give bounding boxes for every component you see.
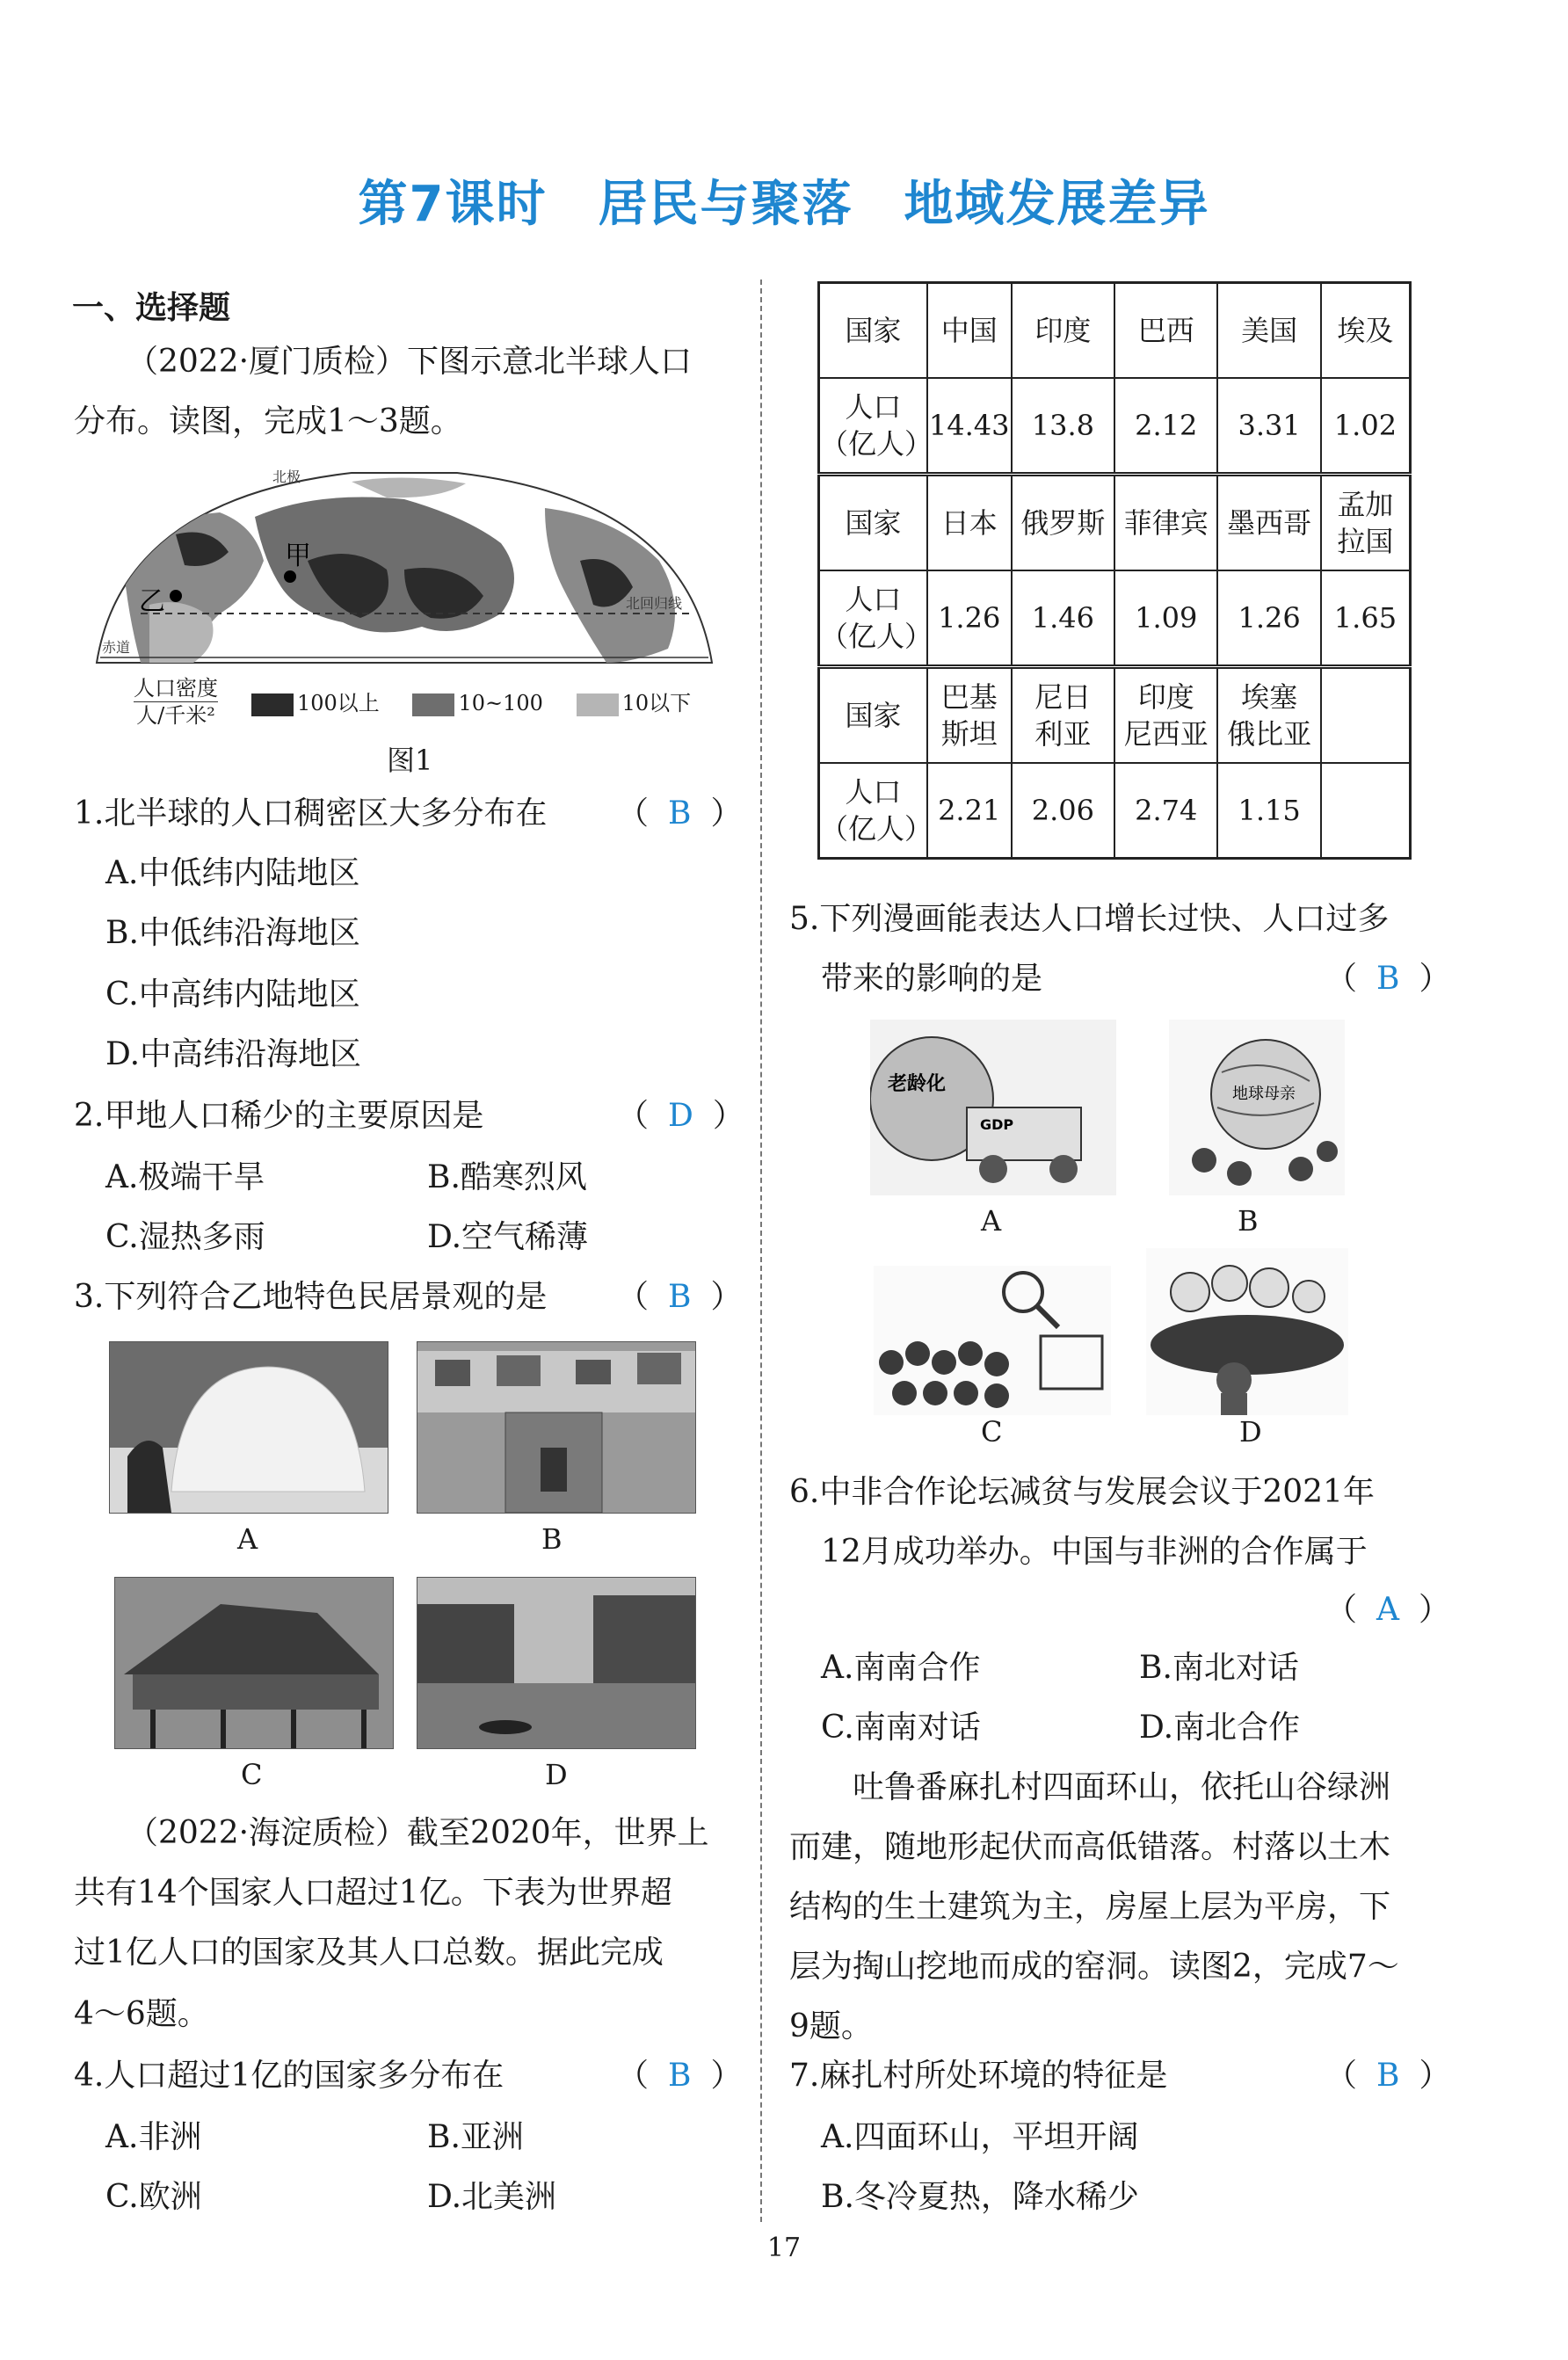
table-cell-empty xyxy=(1321,763,1411,859)
intro1-line2: 分布。读图，完成1～3题。 xyxy=(74,403,462,439)
table-cell: 1.26 xyxy=(927,570,1012,667)
cartoon-aging xyxy=(870,1020,1116,1195)
q6-answer: A xyxy=(1376,1592,1400,1628)
table-cell: 2.06 xyxy=(1012,763,1114,859)
cartoon-a-label1: 老龄化 xyxy=(888,1073,947,1095)
q6-answer-paren: （ A ） xyxy=(1325,1592,1451,1628)
table-header-country: 国家 xyxy=(819,667,927,764)
intro2-line3: 过1亿人口的国家及其人口总数。据此完成 xyxy=(74,1935,664,1971)
table-cell xyxy=(1321,475,1411,571)
pop-header-line1: 人口 xyxy=(845,390,902,424)
q7-option-a: A.四面环山，平坦开阔 xyxy=(821,2119,1139,2155)
q4-answer: B xyxy=(668,2058,692,2094)
legend-swatch-mid xyxy=(412,693,454,716)
cell-line: 尼西亚 xyxy=(1123,717,1209,751)
table-header-country: 国家 xyxy=(819,475,927,571)
cartoon-label-c: C xyxy=(981,1415,1003,1449)
table-cell: 菲律宾 xyxy=(1114,475,1217,571)
q5-answer-paren: （ B ） xyxy=(1325,961,1451,997)
cartoon-label-b: B xyxy=(1238,1204,1259,1238)
cell-line: 利亚 xyxy=(1034,717,1092,751)
cartoon-b-label: 地球母亲 xyxy=(1232,1085,1296,1103)
q3-stem: 3.下列符合乙地特色民居景观的是 xyxy=(74,1279,548,1315)
q4-option-a: A.非洲 xyxy=(105,2119,202,2155)
cell-line: 尼日 xyxy=(1034,680,1092,714)
q1-option-c: C.中高纬内陆地区 xyxy=(105,977,360,1013)
table-cell: 日本 xyxy=(927,475,1012,571)
q5-stem-line2: 带来的影响的是 xyxy=(821,961,1043,997)
q3-answer-paren: （ B ） xyxy=(617,1279,743,1315)
photo-water-town xyxy=(417,1577,696,1749)
intro1-line1: （2022·厦门质检）下图示意北半球人口 xyxy=(127,344,693,380)
photo-stone-houses xyxy=(417,1341,696,1514)
table-cell: 中国 xyxy=(927,283,1012,379)
q3-answer: B xyxy=(668,1279,692,1315)
q6-option-c: C.南南对话 xyxy=(821,1710,981,1746)
cartoon-a-label2: GDP xyxy=(980,1116,1014,1133)
photo-label-a: A xyxy=(237,1522,258,1556)
table-cell-empty xyxy=(1321,667,1411,764)
cell-line: 埃塞 xyxy=(1241,680,1298,714)
q2-option-a: A.极端干旱 xyxy=(105,1159,265,1195)
table-cell: 1.46 xyxy=(1012,570,1114,667)
q2-answer-paren: （ D ） xyxy=(617,1098,744,1134)
q7-answer: B xyxy=(1376,2058,1400,2094)
intro2-line4: 4～6题。 xyxy=(74,1996,209,2032)
map-label-yi: 乙 xyxy=(139,586,165,617)
pop-header-line2: （亿人） xyxy=(820,812,933,846)
q5-answer: B xyxy=(1376,961,1400,997)
q1-option-d: D.中高纬沿海地区 xyxy=(105,1036,362,1072)
page-title: 第7课时 居民与聚落 地域发展差异 xyxy=(358,176,1210,233)
cell-line: 巴基 xyxy=(940,680,998,714)
q6-option-b: B.南北对话 xyxy=(1139,1650,1299,1686)
q6-option-a: A.南南合作 xyxy=(821,1650,981,1686)
cartoon-label-d: D xyxy=(1239,1415,1262,1449)
table-cell: 1.15 xyxy=(1217,763,1320,859)
table-header-pop xyxy=(819,570,933,667)
table-cell: 14.43 xyxy=(927,378,1012,475)
pop-header-line1: 人口 xyxy=(845,775,902,809)
table-cell xyxy=(927,667,1012,764)
q6-stem-line2: 12月成功举办。中国与非洲的合作属于 xyxy=(821,1534,1368,1570)
table-cell: 1.26 xyxy=(1217,570,1320,667)
table-cell xyxy=(1012,667,1114,764)
legend-label-low: 10以下 xyxy=(621,691,692,715)
table-cell: 埃及 xyxy=(1321,283,1411,379)
table-cell: 3.31 xyxy=(1217,378,1320,475)
q4-answer-paren: （ B ） xyxy=(617,2058,743,2094)
table-cell: 13.8 xyxy=(1012,378,1114,475)
legend-swatch-high xyxy=(251,693,294,716)
cartoon-label-a: A xyxy=(981,1204,1002,1238)
q1-option-a: A.中低纬内陆地区 xyxy=(105,855,360,891)
population-table xyxy=(817,281,1412,860)
cartoon-crowd xyxy=(874,1266,1111,1415)
q2-stem: 2.甲地人口稀少的主要原因是 xyxy=(74,1098,484,1134)
pop-header-line2: （亿人） xyxy=(820,620,933,653)
table-cell: 印度 xyxy=(1012,283,1114,379)
intro3-line5: 9题。 xyxy=(789,2008,873,2044)
q5-stem-line1: 5.下列漫画能表达人口增长过快、人口过多 xyxy=(789,901,1390,937)
table-cell xyxy=(1217,667,1320,764)
map-label-equator: 赤道 xyxy=(102,639,131,656)
legend-unit: 人/千米² xyxy=(136,703,215,728)
cell-line: 斯坦 xyxy=(940,717,998,751)
legend-label-high: 100以上 xyxy=(297,691,380,715)
q4-option-b: B.亚洲 xyxy=(427,2119,524,2155)
legend-swatch-low xyxy=(577,693,619,716)
cartoon-elderly xyxy=(1146,1248,1348,1415)
cell-line: 拉国 xyxy=(1337,525,1394,558)
table-header-pop xyxy=(819,763,933,859)
photo-label-d: D xyxy=(545,1758,568,1791)
figure-caption: 图1 xyxy=(387,744,433,777)
q1-option-b: B.中低纬沿海地区 xyxy=(105,915,360,951)
q4-stem: 4.人口超过1亿的国家多分布在 xyxy=(74,2058,505,2094)
q2-answer: D xyxy=(668,1098,693,1134)
column-divider xyxy=(760,280,762,2222)
q1-answer: B xyxy=(668,795,692,831)
table-cell: 2.74 xyxy=(1114,763,1217,859)
intro3-line3: 结构的生土建筑为主，房屋上层为平房，下 xyxy=(789,1889,1391,1925)
map-legend xyxy=(239,686,691,716)
intro3-line1: 吐鲁番麻扎村四面环山，依托山谷绿洲 xyxy=(853,1769,1391,1805)
table-cell: 墨西哥 xyxy=(1217,475,1320,571)
table-cell: 1.09 xyxy=(1114,570,1217,667)
map-label-jia: 甲 xyxy=(285,541,311,571)
cell-line: 印度 xyxy=(1137,680,1194,714)
q2-option-d: D.空气稀薄 xyxy=(427,1219,589,1255)
q6-option-d: D.南北合作 xyxy=(1139,1710,1301,1746)
table-cell: 美国 xyxy=(1217,283,1320,379)
table-cell: 1.02 xyxy=(1321,378,1411,475)
intro3-line2: 而建，随地形起伏而高低错落。村落以土木 xyxy=(789,1829,1391,1865)
q4-option-c: C.欧洲 xyxy=(105,2179,202,2215)
q7-answer-paren: （ B ） xyxy=(1325,2058,1451,2094)
map-label-north-pole: 北极 xyxy=(272,468,301,485)
q7-stem: 7.麻扎村所处环境的特征是 xyxy=(789,2058,1168,2094)
table-cell: 俄罗斯 xyxy=(1012,475,1114,571)
map-legend-title xyxy=(134,675,218,729)
q7-option-b: B.冬冷夏热，降水稀少 xyxy=(821,2179,1139,2215)
q6-stem-line1: 6.中非合作论坛减贫与发展会议于2021年 xyxy=(789,1474,1375,1510)
pop-header-line1: 人口 xyxy=(845,583,902,616)
photo-stilt-house xyxy=(114,1577,394,1749)
photo-label-c: C xyxy=(241,1758,263,1791)
table-cell: 巴西 xyxy=(1114,283,1217,379)
intro2-line1: （2022·海淀质检）截至2020年，世界上 xyxy=(127,1815,709,1851)
q4-option-d: D.北美洲 xyxy=(427,2179,557,2215)
cell-line: 孟加 xyxy=(1337,488,1394,521)
population-map xyxy=(88,464,721,668)
photo-igloo xyxy=(109,1341,388,1514)
legend-label-mid: 10~100 xyxy=(458,691,543,715)
table-cell: 2.12 xyxy=(1114,378,1217,475)
table-cell: 2.21 xyxy=(927,763,1012,859)
table-header-pop xyxy=(819,378,933,475)
photo-label-b: B xyxy=(541,1522,563,1556)
table-cell: 1.65 xyxy=(1321,570,1411,667)
q2-option-c: C.湿热多雨 xyxy=(105,1219,265,1255)
table-header-country: 国家 xyxy=(819,283,927,379)
cell-line: 俄比亚 xyxy=(1227,717,1312,751)
intro2-line2: 共有14个国家人口超过1亿。下表为世界超 xyxy=(74,1875,672,1911)
section-heading: 一、选择题 xyxy=(72,290,231,326)
intro3-line4: 层为掏山挖地而成的窑洞。读图2，完成7～ xyxy=(789,1949,1399,1985)
page-number: 17 xyxy=(766,2233,802,2263)
map-label-tropic: 北回归线 xyxy=(626,595,683,612)
cartoon-earth-mother xyxy=(1169,1020,1345,1195)
pop-header-line2: （亿人） xyxy=(820,427,933,461)
table-cell xyxy=(1114,667,1217,764)
q1-answer-paren: （ B ） xyxy=(617,795,743,831)
legend-title: 人口密度 xyxy=(134,676,218,701)
q2-option-b: B.酷寒烈风 xyxy=(427,1159,587,1195)
q1-stem: 1.北半球的人口稠密区大多分布在 xyxy=(74,795,548,831)
